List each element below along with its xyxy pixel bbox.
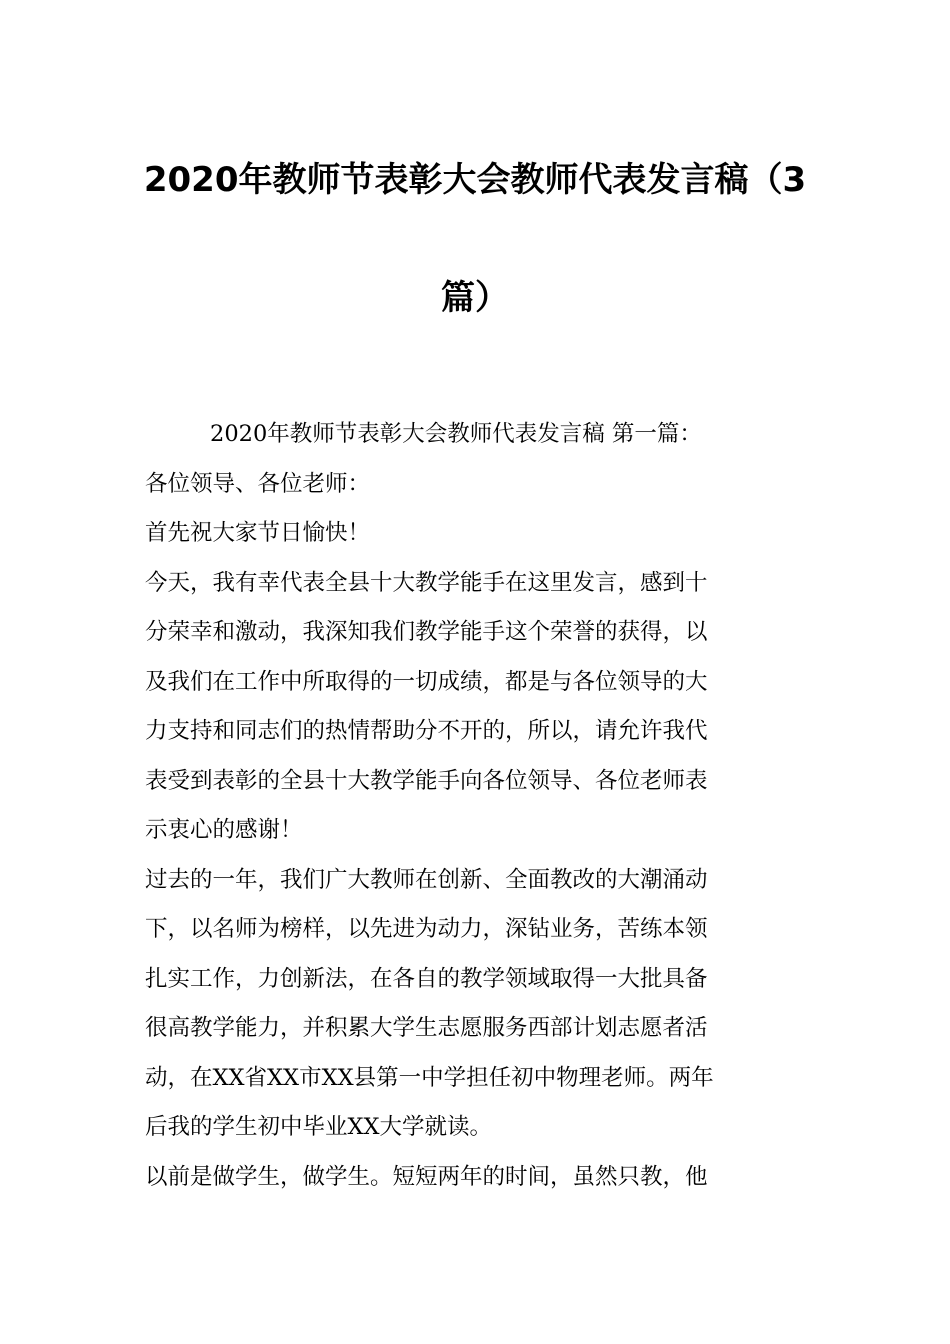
paragraph-line: 下，以名师为榜样，以先进为动力，深钻业务，苦练本领	[145, 916, 708, 942]
paragraph-line: 以前是做学生，做学生。短短两年的时间，虽然只教，他	[145, 1163, 708, 1190]
document-body	[145, 414, 810, 1206]
paragraph-line: 表受到表彰的全县十大教学能手向各位领导、各位老师表	[145, 767, 708, 794]
paragraph-line: 动，在XX省XX市XX县第一中学担任初中物理老师。两年	[145, 1064, 714, 1091]
document-title-line-1: 2020年教师节表彰大会教师代表发言稿（3	[143, 160, 807, 200]
paragraph-line: 扎实工作，力创新法，在各自的教学领域取得一大批具备	[145, 965, 708, 992]
paragraph-line: 过去的一年，我们广大教师在创新、全面教改的大潮涌动	[145, 866, 708, 893]
paragraph-line: 今天，我有幸代表全县十大教学能手在这里发言，感到十	[145, 569, 708, 596]
greeting-line: 首先祝大家节日愉快！	[145, 520, 371, 546]
paragraph-line: 示衷心的感谢！	[145, 817, 303, 843]
paragraph-line: 及我们在工作中所取得的一切成绩，都是与各位领导的大	[145, 668, 708, 695]
paragraph-line: 很高教学能力，并积累大学生志愿服务西部计划志愿者活	[145, 1015, 708, 1041]
section-heading: 2020年教师节表彰大会教师代表发言稿 第一篇：	[210, 421, 702, 447]
document-title-line-2: 篇）	[441, 278, 509, 318]
paragraph-line: 力支持和同志们的热情帮助分不开的，所以，请允许我代	[145, 718, 708, 744]
paragraph-line: 后我的学生初中毕业XX大学就读。	[145, 1114, 493, 1140]
salutation-line: 各位领导、各位老师：	[145, 470, 371, 497]
paragraph-line: 分荣幸和激动，我深知我们教学能手这个荣誉的获得，以	[145, 619, 708, 645]
